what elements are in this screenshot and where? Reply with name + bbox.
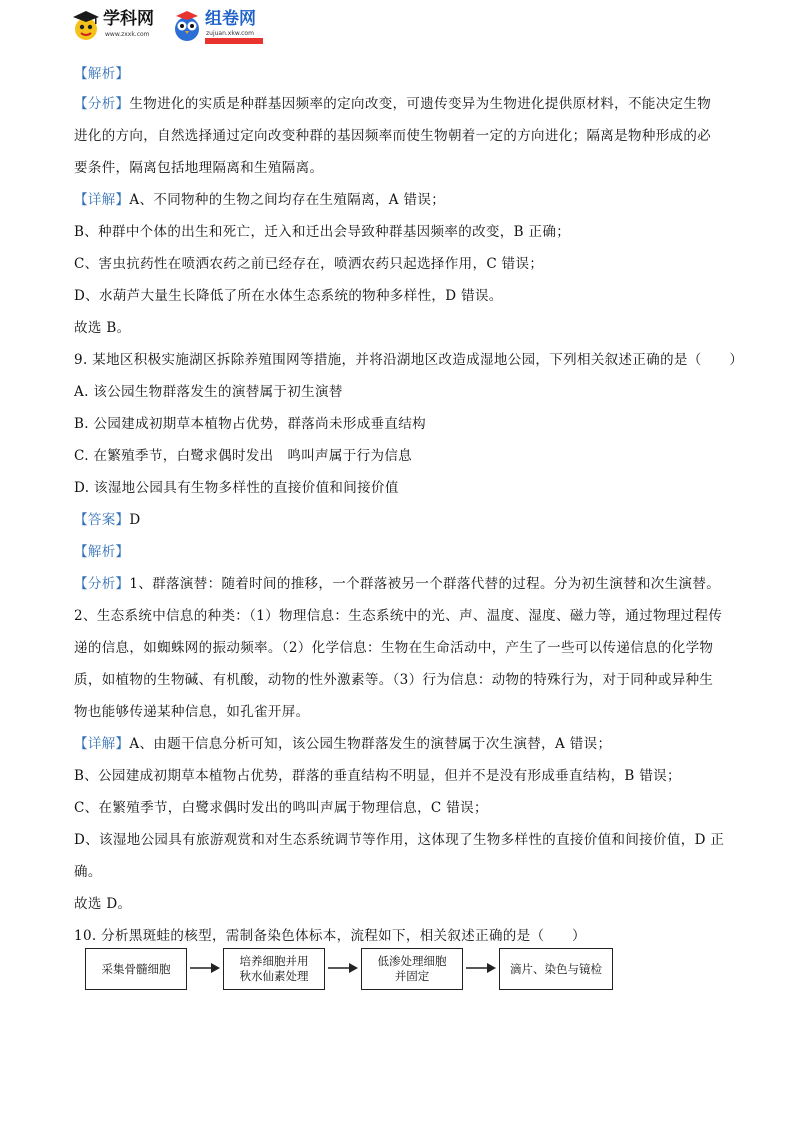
zxxk-logo[interactable] — [72, 8, 164, 46]
line-text: B、公园建成初期草本植物占优势，群落的垂直结构不明显，但并不是没有形成垂直结构，B 错误； — [74, 768, 681, 784]
zxxk-name: 学科网 — [103, 9, 154, 29]
paragraph-line — [74, 862, 102, 882]
paragraph-line — [74, 286, 503, 306]
zujuan-banner — [205, 38, 263, 44]
paragraph-line — [74, 606, 722, 626]
line-text: B、种群中个体的出生和死亡，迁入和迁出会导致种群基因频率的改变，B 正确； — [74, 224, 571, 240]
zujuan-logo[interactable] — [172, 8, 282, 46]
line-text: 生物进化的实质是种群基因频率的定向改变，可遗传变异为生物进化提供原材料，不能决定生物 — [129, 96, 712, 112]
arrow-right-icon — [327, 961, 359, 975]
line-text: A. 该公园生物群落发生的演替属于初生演替 — [74, 384, 343, 400]
option-a — [74, 382, 343, 402]
arrow-right-icon — [189, 961, 221, 975]
header-logos — [72, 8, 292, 46]
section-tag: 【解析】 — [74, 544, 130, 560]
flow-step-label: 采集骨髓细胞 — [101, 961, 171, 976]
line-text: D、该湿地公园具有旅游观赏和对生态系统调节等作用，这体现了生物多样性的直接价值和间接价值，D 正 — [74, 832, 725, 848]
paragraph-line — [74, 190, 445, 210]
line-text: 要条件，隔离包括地理隔离和生殖隔离。 — [74, 160, 324, 176]
section-tag: 【详解】 — [74, 192, 130, 208]
section-tag: 【解析】 — [74, 66, 130, 82]
line-text: 递的信息，如蜘蛛网的振动频率。（2）化学信息：生物在生命活动中，产生了一些可以传递信息的化学物 — [74, 640, 714, 656]
line-text: D、水葫芦大量生长降低了所在水体生态系统的物种多样性，D 错误。 — [74, 288, 503, 304]
line-text: 物也能够传递某种信息，如孔雀开屏。 — [74, 704, 310, 720]
line-text: C、害虫抗药性在喷洒农药之前已经存在，喷洒农药只起选择作用，C 错误； — [74, 256, 544, 272]
section-tag: 【答案】 — [74, 512, 130, 528]
paragraph-line — [74, 158, 323, 178]
paragraph-line — [74, 702, 309, 722]
line-text: A、由题干信息分析可知，该公园生物群落发生的演替属于次生演替，A 错误； — [129, 736, 612, 752]
zujuan-url: zujuan.xkw.com — [206, 30, 254, 37]
paragraph-line — [74, 638, 713, 658]
line-text: 故选 B。 — [74, 320, 131, 336]
paragraph-line — [74, 64, 129, 84]
line-text: D — [129, 512, 141, 528]
flowchart — [85, 948, 615, 990]
line-text: D. 该湿地公园具有生物多样性的直接价值和间接价值 — [74, 480, 399, 496]
paragraph-line — [74, 734, 611, 754]
paragraph-line — [74, 798, 488, 818]
paragraph-line — [74, 254, 543, 274]
line-text: C、在繁殖季节，白鹭求偶时发出的鸣叫声属于物理信息，C 错误； — [74, 800, 488, 816]
owl-icon — [172, 9, 202, 43]
zujuan-name: 组卷网 — [205, 9, 256, 29]
option-b — [74, 414, 426, 434]
paragraph-line — [74, 670, 713, 690]
answer-line — [74, 510, 141, 530]
flow-step-label: 低渗处理细胞 并固定 — [377, 954, 447, 983]
flow-step-2 — [223, 948, 325, 990]
paragraph-line — [74, 126, 711, 146]
option-d — [74, 478, 399, 498]
flow-step-3 — [361, 948, 463, 990]
line-text: B. 公园建成初期草本植物占优势，群落尚未形成垂直结构 — [74, 416, 426, 432]
line-text: 9. 某地区积极实施湖区拆除养殖围网等措施，并将沿湖地区改造成湿地公园，下列相关叙述正确的是（ ） — [74, 352, 744, 368]
line-text: A、不同物种的生物之间均存在生殖隔离，A 错误； — [129, 192, 446, 208]
line-text: 2、生态系统中信息的种类：（1）物理信息：生态系统中的光、声、温度、湿度、磁力等，通过物理过程传 — [74, 608, 723, 624]
line-text: C. 在繁殖季节，白鹭求偶时发出 鸣叫声属于行为信息 — [74, 448, 413, 464]
flow-step-label: 培养细胞并用 秋水仙素处理 — [239, 954, 309, 983]
paragraph-line — [74, 894, 131, 914]
paragraph-line — [74, 766, 681, 786]
paragraph-line — [74, 318, 130, 338]
flow-step-1 — [85, 948, 187, 990]
line-text: 故选 D。 — [74, 896, 132, 912]
paragraph-line — [74, 222, 570, 242]
line-text: 10. 分析黑斑蛙的核型，需制备染色体标本，流程如下，相关叙述正确的是（ ） — [74, 928, 586, 944]
flow-step-4 — [499, 948, 613, 990]
question-stem — [74, 350, 743, 370]
zxxk-url: www.zxxk.com — [105, 31, 150, 38]
section-tag: 【详解】 — [74, 736, 130, 752]
arrow-right-icon — [465, 961, 497, 975]
flow-step-label: 滴片、染色与镜检 — [510, 961, 602, 976]
line-text: 1、群落演替：随着时间的推移，一个群落被另一个群落代替的过程。分为初生演替和次生演替。 — [129, 576, 721, 592]
section-tag: 【分析】 — [74, 576, 130, 592]
line-text: 质，如植物的生物碱、有机酸，动物的性外激素等。（3）行为信息：动物的特殊行为，对于同种或异种生 — [74, 672, 714, 688]
paragraph-line — [74, 94, 711, 114]
paragraph-line — [74, 574, 720, 594]
question-stem — [74, 926, 586, 946]
mascot-icon — [72, 8, 102, 44]
line-text: 确。 — [74, 864, 102, 880]
section-tag: 【分析】 — [74, 96, 130, 112]
paragraph-line — [74, 542, 129, 562]
paragraph-line — [74, 830, 724, 850]
option-c — [74, 446, 412, 466]
line-text: 进化的方向，自然选择通过定向改变种群的基因频率而使生物朝着一定的方向进化；隔离是物种形成的必 — [74, 128, 712, 144]
